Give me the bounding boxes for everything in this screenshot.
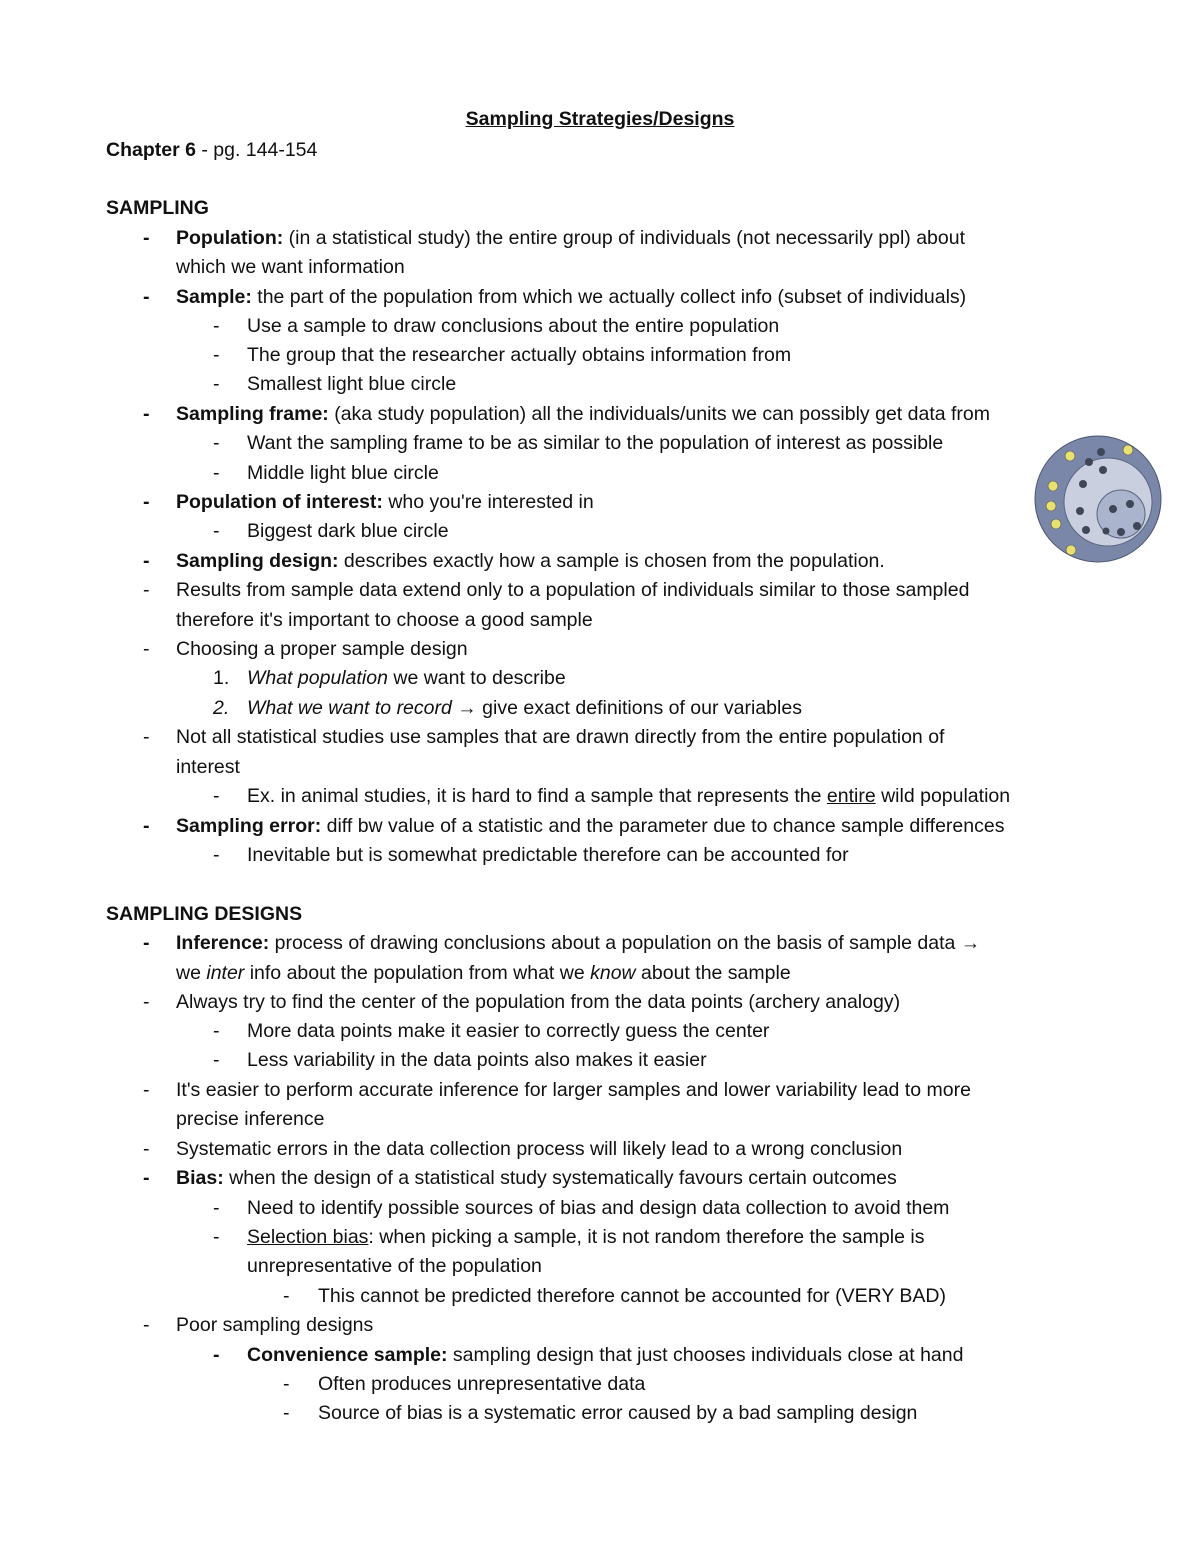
section-heading-sampling-designs: SAMPLING DESIGNS	[106, 903, 303, 925]
selection-bias-cont: unrepresentative of the population	[247, 1255, 542, 1277]
bullet-dash: -	[213, 373, 220, 395]
selection-bias-item: Selection bias: when picking a sample, it is not random therefore the sample is	[247, 1226, 925, 1248]
bullet-dash: -	[143, 286, 150, 308]
bullet-dash: -	[213, 844, 220, 866]
convenience-sub-1: Often produces unrepresentative data	[318, 1373, 646, 1395]
bullet-dash: -	[143, 638, 150, 660]
bullet-dash: -	[283, 1373, 290, 1395]
bullet-dash: -	[143, 550, 150, 572]
bullet-dash: -	[143, 1167, 150, 1189]
page-title: Sampling Strategies/Designs	[465, 108, 735, 130]
notall-item-cont: interest	[176, 756, 240, 778]
bullet-dash: -	[143, 1138, 150, 1160]
easier-item: It's easier to perform accurate inference for larger samples and lower variability lead to more	[176, 1079, 971, 1101]
population-item: Population: (in a statistical study) the entire group of individuals (not necessarily ppl) about	[176, 227, 966, 249]
bullet-dash: -	[143, 403, 150, 425]
bullet-dash: -	[213, 462, 220, 484]
results-item: Results from sample data extend only to a population of individuals similar to those sampled	[176, 579, 970, 601]
bullet-dash: -	[213, 785, 220, 807]
sample-sub-1: Use a sample to draw conclusions about the entire population	[247, 315, 780, 337]
sample-sub-3: Smallest light blue circle	[247, 373, 457, 395]
inference-item: Inference: process of drawing conclusions about a population on the basis of sample data →	[176, 932, 981, 954]
bullet-dash: -	[143, 579, 150, 601]
error-sub-1: Inevitable but is somewhat predictable therefore can be accounted for	[247, 844, 849, 866]
poi-item: Population of interest: who you're interested in	[176, 491, 594, 513]
bullet-dash: -	[143, 1314, 150, 1336]
design-item: Sampling design: describes exactly how a sample is chosen from the population.	[176, 550, 885, 572]
bullet-dash: -	[213, 432, 220, 454]
frame-sub-1: Want the sampling frame to be as similar to the population of interest as possible	[247, 432, 944, 454]
sample-item: Sample: the part of the population from which we actually collect info (subset of individuals)	[176, 286, 967, 308]
inference-item-cont: we inter info about the population from what we know about the sample	[176, 962, 791, 984]
population-circles-diagram	[1033, 434, 1163, 564]
bullet-dash: -	[213, 520, 220, 542]
list-number: 1.	[213, 667, 230, 689]
bullet-dash: -	[213, 1344, 220, 1366]
notall-sub-1: Ex. in animal studies, it is hard to find a sample that represents the entire wild population	[247, 785, 1011, 807]
bullet-dash: -	[143, 815, 150, 837]
bullet-dash: -	[143, 1079, 150, 1101]
bullet-dash: -	[143, 491, 150, 513]
bullet-dash: -	[213, 1226, 220, 1248]
convenience-sub-2: Source of bias is a systematic error caused by a bad sampling design	[318, 1402, 918, 1424]
bullet-dash: -	[213, 1197, 220, 1219]
poi-sub-1: Biggest dark blue circle	[247, 520, 449, 542]
chapter-line: Chapter 6 - pg. 144-154	[106, 139, 318, 161]
bias-sub-1: Need to identify possible sources of bias and design data collection to avoid them	[247, 1197, 950, 1219]
bullet-dash: -	[143, 227, 150, 249]
bullet-dash: -	[213, 315, 220, 337]
bullet-dash: -	[283, 1285, 290, 1307]
always-sub-1: More data points make it easier to correctly guess the center	[247, 1020, 770, 1042]
selection-bias-sub: This cannot be predicted therefore cannot be accounted for (VERY BAD)	[318, 1285, 946, 1307]
frame-sub-2: Middle light blue circle	[247, 462, 439, 484]
bullet-dash: -	[143, 726, 150, 748]
list-number: 2.	[213, 697, 230, 719]
bullet-dash: -	[283, 1402, 290, 1424]
section-heading-sampling: SAMPLING	[106, 197, 209, 219]
convenience-item: Convenience sample: sampling design that just chooses individuals close at hand	[247, 1344, 964, 1366]
frame-item: Sampling frame: (aka study population) all the individuals/units we can possibly get data from	[176, 403, 990, 425]
bullet-dash: -	[143, 991, 150, 1013]
poor-designs-item: Poor sampling designs	[176, 1314, 374, 1336]
population-item-cont: which we want information	[176, 256, 405, 278]
choosing-item: Choosing a proper sample design	[176, 638, 468, 660]
choosing-sub-1: What population we want to describe	[247, 667, 566, 689]
notall-item: Not all statistical studies use samples that are drawn directly from the entire population of	[176, 726, 945, 748]
sample-sub-2: The group that the researcher actually obtains information from	[247, 344, 792, 366]
bullet-dash: -	[213, 1049, 220, 1071]
bullet-dash: -	[143, 932, 150, 954]
choosing-sub-2: What we want to record → give exact definitions of our variables	[247, 697, 802, 719]
bullet-dash: -	[213, 344, 220, 366]
bullet-dash: -	[213, 1020, 220, 1042]
always-sub-2: Less variability in the data points also makes it easier	[247, 1049, 707, 1071]
systematic-item: Systematic errors in the data collection process will likely lead to a wrong conclusion	[176, 1138, 903, 1160]
bias-item: Bias: when the design of a statistical study systematically favours certain outcomes	[176, 1167, 897, 1189]
always-item: Always try to find the center of the population from the data points (archery analogy)	[176, 991, 901, 1013]
results-item-cont: therefore it's important to choose a good sample	[176, 609, 593, 631]
error-item: Sampling error: diff bw value of a statistic and the parameter due to chance sample differences	[176, 815, 1005, 837]
easier-item-cont: precise inference	[176, 1108, 325, 1130]
